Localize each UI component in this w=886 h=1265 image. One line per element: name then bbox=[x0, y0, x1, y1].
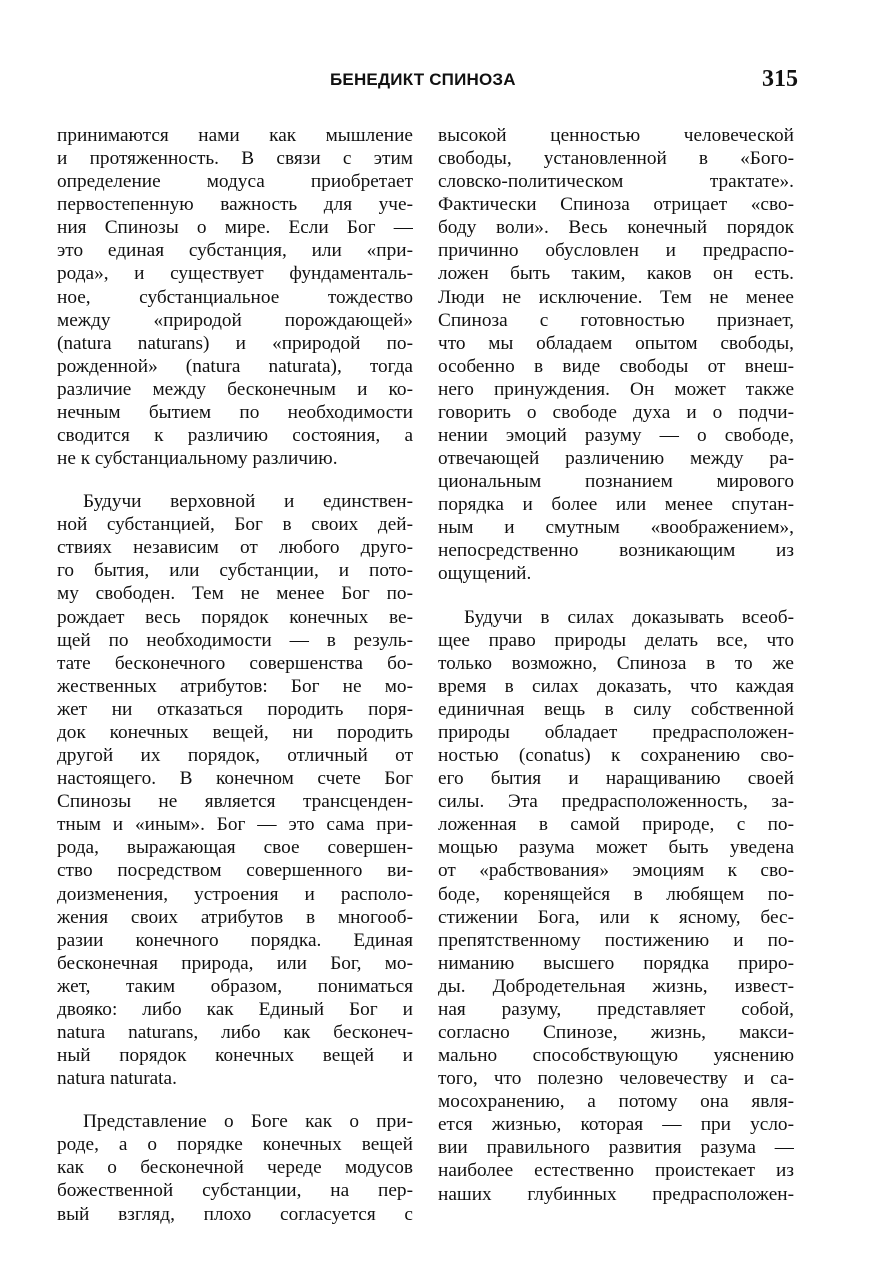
text-line: препятственному постижению и по- bbox=[438, 929, 794, 951]
text-line: стижении Бога, или к ясному, бес- bbox=[438, 906, 794, 928]
text-line: наших глубинных предрасположен- bbox=[438, 1183, 794, 1205]
text-line: ды. Добродетельная жизнь, извест- bbox=[438, 975, 794, 997]
text-line: циональным познанием мирового bbox=[438, 471, 794, 493]
paragraph-gap bbox=[57, 1090, 413, 1110]
text-line: ложенная в самой природе, с по- bbox=[438, 814, 794, 836]
text-line: словско-политическом трактате». bbox=[438, 171, 794, 193]
text-line: говорить о свободе духа и о подчи- bbox=[438, 401, 794, 423]
text-line: рода, выражающая свое совершен- bbox=[57, 837, 413, 859]
text-line: ниманию высшего порядка приро- bbox=[438, 952, 794, 974]
text-line: ется жизнью, которая — при усло- bbox=[438, 1114, 794, 1136]
text-line: не к субстанциальному различию. bbox=[57, 448, 338, 470]
text-line: ностью (conatus) к сохранению сво- bbox=[438, 745, 794, 767]
text-line: бесконечная природа, или Бог, мо- bbox=[57, 952, 413, 974]
text-line: силы. Эта предрасположенность, за- bbox=[438, 791, 794, 813]
text-line: свободы, установленной в «Бого- bbox=[438, 148, 794, 170]
text-line: высокой ценностью человеческой bbox=[438, 125, 794, 146]
text-line: ным и смутным «воображением», bbox=[438, 517, 794, 539]
text-line: (natura naturans) и «природой по- bbox=[57, 332, 413, 354]
left-text-column bbox=[57, 124, 413, 1226]
text-line: natura naturata. bbox=[57, 1068, 177, 1090]
text-line: Спинозы не является трансценден- bbox=[57, 791, 413, 813]
text-line: его бытия и наращиванию своей bbox=[438, 768, 794, 790]
text-line: Фактически Спиноза отрицает «сво- bbox=[438, 194, 794, 216]
right-text-column bbox=[438, 124, 794, 1206]
text-line: доизменения, устроения и располо- bbox=[57, 883, 413, 905]
text-line: ная разуму, представляет собой, bbox=[438, 998, 794, 1020]
text-line: различие между бесконечным и ко- bbox=[57, 378, 413, 400]
text-line: щей по необходимости — в резуль- bbox=[57, 629, 413, 651]
text-line: рожденной» (natura naturata), тогда bbox=[57, 355, 413, 377]
text-line: ный порядок конечных вещей и bbox=[57, 1045, 413, 1067]
text-line: нении эмоций разуму — о свободе, bbox=[438, 425, 794, 447]
paragraph-gap bbox=[57, 470, 413, 490]
text-line: и протяженность. В связи с этим bbox=[57, 148, 413, 170]
text-line: только возможно, Спиноза в то же bbox=[438, 652, 794, 674]
text-line: принимаются нами как мышление bbox=[57, 125, 413, 146]
text-line: природы обладает предрасположен- bbox=[438, 721, 794, 743]
text-line: ное, субстанциальное тождество bbox=[57, 286, 413, 308]
text-line: Спиноза с готовностью признает, bbox=[438, 309, 794, 331]
text-line: это единая субстанция, или «при- bbox=[57, 240, 413, 262]
text-line: ствиях независим от любого друго- bbox=[57, 537, 413, 559]
running-title: БЕНЕДИКТ СПИНОЗА bbox=[330, 70, 516, 89]
text-line: порядка и более или менее спутан- bbox=[438, 494, 794, 516]
text-line: тным и «иным». Бог — это сама при- bbox=[57, 814, 413, 836]
text-line: Будучи в силах доказывать всеоб- bbox=[464, 606, 794, 628]
text-line: первостепенную важность для уче- bbox=[57, 194, 413, 216]
text-line: сводится к различию состояния, а bbox=[57, 425, 413, 447]
text-line: ной субстанцией, Бог в своих дей- bbox=[57, 514, 413, 536]
text-line: того, что полезно человечеству и са- bbox=[438, 1068, 794, 1090]
text-line: щее право природы делать все, что bbox=[438, 629, 794, 651]
text-line: вии правильного развития разума — bbox=[438, 1137, 794, 1159]
text-line: согласно Спинозе, жизнь, макси- bbox=[438, 1021, 794, 1043]
text-line: док конечных вещей, ни породить bbox=[57, 721, 413, 743]
text-line: нечным бытием по необходимости bbox=[57, 401, 413, 423]
text-line: жет, таким образом, пониматься bbox=[57, 975, 413, 997]
text-line: ложен быть таким, каков он есть. bbox=[438, 263, 794, 285]
page-number: 315 bbox=[762, 66, 798, 92]
text-line: мально способствующую уяснению bbox=[438, 1045, 794, 1067]
text-line: ство посредством совершенного ви- bbox=[57, 860, 413, 882]
text-line: боду воли». Весь конечный порядок bbox=[438, 217, 794, 239]
text-line: него принуждения. Он может также bbox=[438, 378, 794, 400]
text-line: непосредственно возникающим из bbox=[438, 540, 794, 562]
text-line: роде, а о порядке конечных вещей bbox=[57, 1134, 413, 1156]
text-line: другой их порядок, отличный от bbox=[57, 745, 413, 767]
text-line: наиболее естественно проистекает из bbox=[438, 1160, 794, 1182]
text-line: Будучи верховной и единствен- bbox=[83, 491, 413, 513]
text-line: настоящего. В конечном счете Бог bbox=[57, 768, 413, 790]
text-line: вый взгляд, плохо согласуется с bbox=[57, 1203, 413, 1225]
text-line: жения своих атрибутов в многооб- bbox=[57, 906, 413, 928]
text-line: тате бесконечного совершенства бо- bbox=[57, 652, 413, 674]
text-line: божественной субстанции, на пер- bbox=[57, 1180, 413, 1202]
text-line: единичная вещь в силу собственной bbox=[438, 698, 794, 720]
text-line: время в силах доказать, что каждая bbox=[438, 675, 794, 697]
text-line: двояко: либо как Единый Бог и bbox=[57, 998, 413, 1020]
text-line: боде, коренящейся в любящем по- bbox=[438, 883, 794, 905]
text-line: что мы обладаем опытом свободы, bbox=[438, 332, 794, 354]
text-line: особенно в виде свободы от внеш- bbox=[438, 355, 794, 377]
text-line: от «рабствования» эмоциям к сво- bbox=[438, 860, 794, 882]
text-line: как о бесконечной череде модусов bbox=[57, 1157, 413, 1179]
text-line: ния Спинозы о мире. Если Бог — bbox=[57, 217, 413, 239]
text-line: между «природой порождающей» bbox=[57, 309, 413, 331]
text-line: му свободен. Тем не менее Бог по- bbox=[57, 583, 413, 605]
text-line: рода», и существует фундаменталь- bbox=[57, 263, 413, 285]
text-line: Представление о Боге как о при- bbox=[83, 1111, 413, 1133]
text-line: Люди не исключение. Тем не менее bbox=[438, 286, 794, 308]
text-line: мосохранению, а потому она явля- bbox=[438, 1091, 794, 1113]
text-line: го бытия, или субстанции, и пото- bbox=[57, 560, 413, 582]
text-line: отвечающей различению между ра- bbox=[438, 448, 794, 470]
text-line: natura naturans, либо как бесконеч- bbox=[57, 1021, 413, 1043]
paragraph-gap bbox=[438, 586, 794, 606]
text-line: причинно обусловлен и предраспо- bbox=[438, 240, 794, 262]
text-line: мощью разума может быть уведена bbox=[438, 837, 794, 859]
text-line: рождает весь порядок конечных ве- bbox=[57, 606, 413, 628]
text-line: разии конечного порядка. Единая bbox=[57, 929, 413, 951]
text-line: определение модуса приобретает bbox=[57, 171, 413, 193]
text-line: жественных атрибутов: Бог не мо- bbox=[57, 675, 413, 697]
text-line: жет ни отказаться породить поря- bbox=[57, 698, 413, 720]
text-line: ощущений. bbox=[438, 563, 532, 585]
